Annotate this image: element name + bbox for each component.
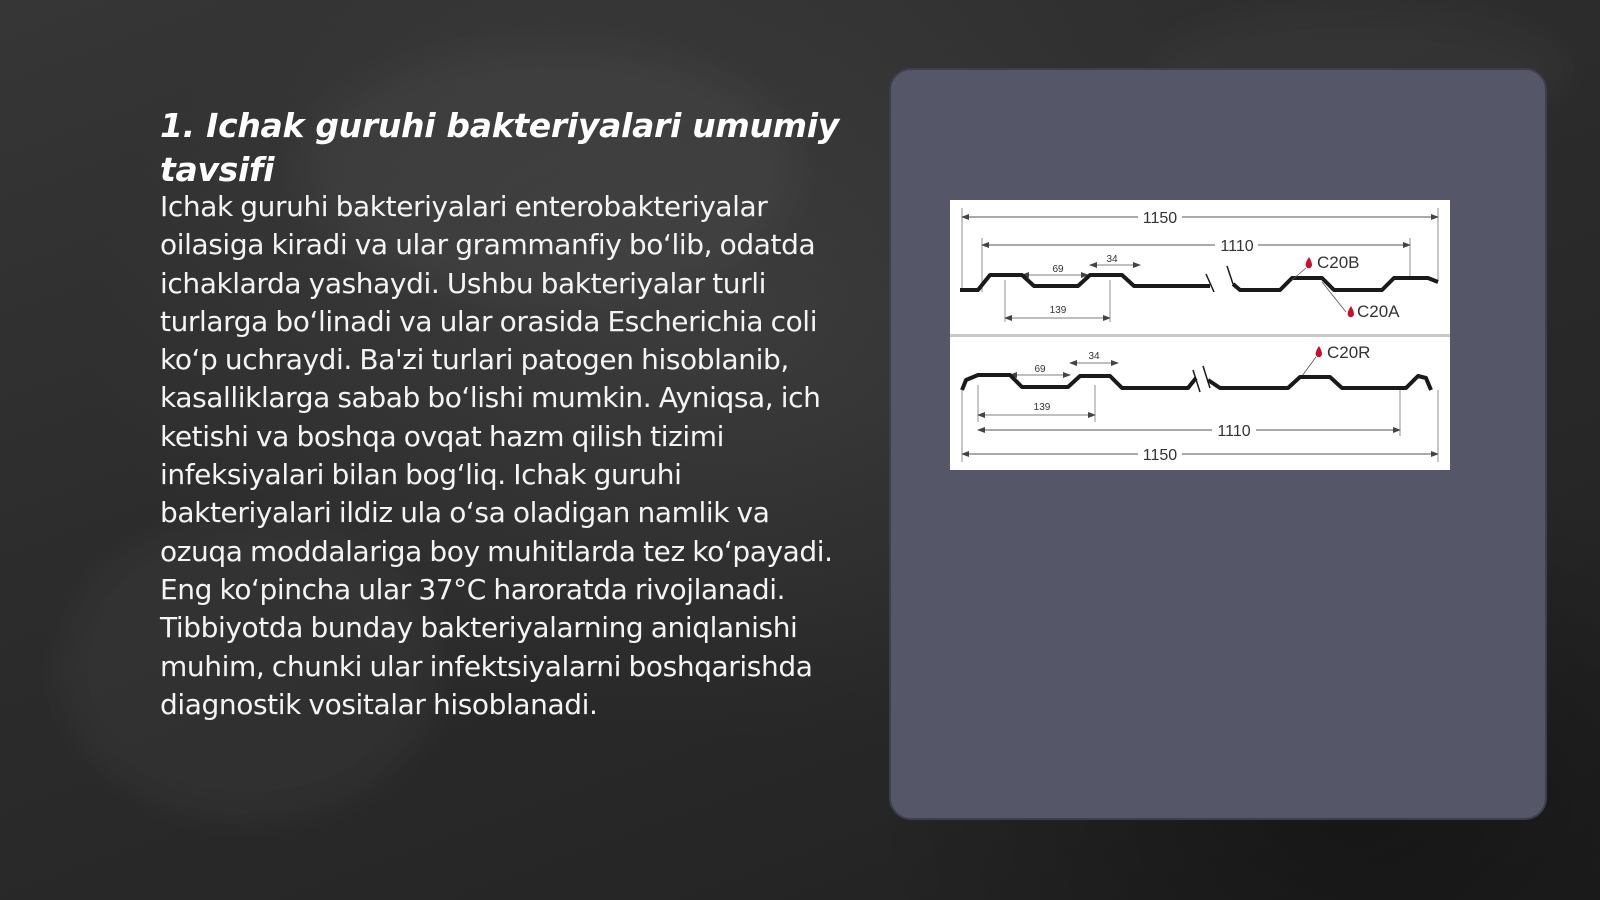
bottom-dim-a-label: 69 xyxy=(1034,364,1046,375)
top-dim-a-label: 69 xyxy=(1052,264,1064,275)
top-profile xyxy=(960,208,1438,322)
code-c20a-label: C20A xyxy=(1357,302,1400,321)
top-dim-b-label: 34 xyxy=(1106,254,1118,265)
top-profile-line-left xyxy=(960,275,1210,290)
text-block xyxy=(160,104,840,724)
bottom-overall-width-label: 1150 xyxy=(1142,447,1178,464)
bottom-pitch-label: 139 xyxy=(1033,402,1051,413)
top-overall-width-label: 1150 xyxy=(1142,210,1178,227)
profile-drawing-svg xyxy=(950,200,1450,470)
code-c20b-label: C20B xyxy=(1317,253,1360,272)
bottom-useful-width-label: 1110 xyxy=(1217,423,1251,440)
slide-body-text: Ichak guruhi bakteriyalari enterobakteriyalar oilasiga kiradi va ular grammanfiy bo‘lib, odatda ichaklarda yashaydi. Ushbu bakteriyalar turli turlarga bo‘linadi va ular orasida Escherichia coli ko‘p uchraydi. Ba'zi turlari patogen hisoblanib, kasalliklarga sabab bo‘lishi mumkin. Ayniqsa, ich ketishi va boshqa ovqat hazm qilish tizimi infeksiyalari bilan bog‘liq. Ichak guruhi bakteriyalari ildiz ula o‘sa oladigan namlik va ozuqa moddalariga boy muhitlarda tez ko‘payadi. Eng ko‘pincha ular 37°C haroratda rivojlanadi. Tibbiyotda bunday bakteriyalarning aniqlanishi muhim, chunki ular infektsiyalarni boshqarishda diagnostik vositalar hisoblanadi. xyxy=(160,190,833,721)
top-profile-line-right xyxy=(1233,278,1438,290)
slide-title: 1. Ichak guruhi bakteriyalari umumiy tavsifi xyxy=(160,106,839,189)
top-pitch-label: 139 xyxy=(1049,305,1067,316)
bottom-profile xyxy=(962,343,1438,464)
bottom-profile-line-left xyxy=(962,375,1196,390)
top-useful-width-label: 1110 xyxy=(1220,238,1254,255)
code-c20r-label: C20R xyxy=(1327,343,1371,362)
code-marker-icon xyxy=(1348,306,1354,317)
profile-drawing xyxy=(950,200,1450,470)
bottom-dim-b-label: 34 xyxy=(1088,351,1100,362)
code-marker-icon xyxy=(1316,346,1322,357)
profile-divider xyxy=(950,334,1450,337)
bottom-profile-line-right xyxy=(1208,376,1431,390)
code-marker-icon xyxy=(1306,257,1312,268)
